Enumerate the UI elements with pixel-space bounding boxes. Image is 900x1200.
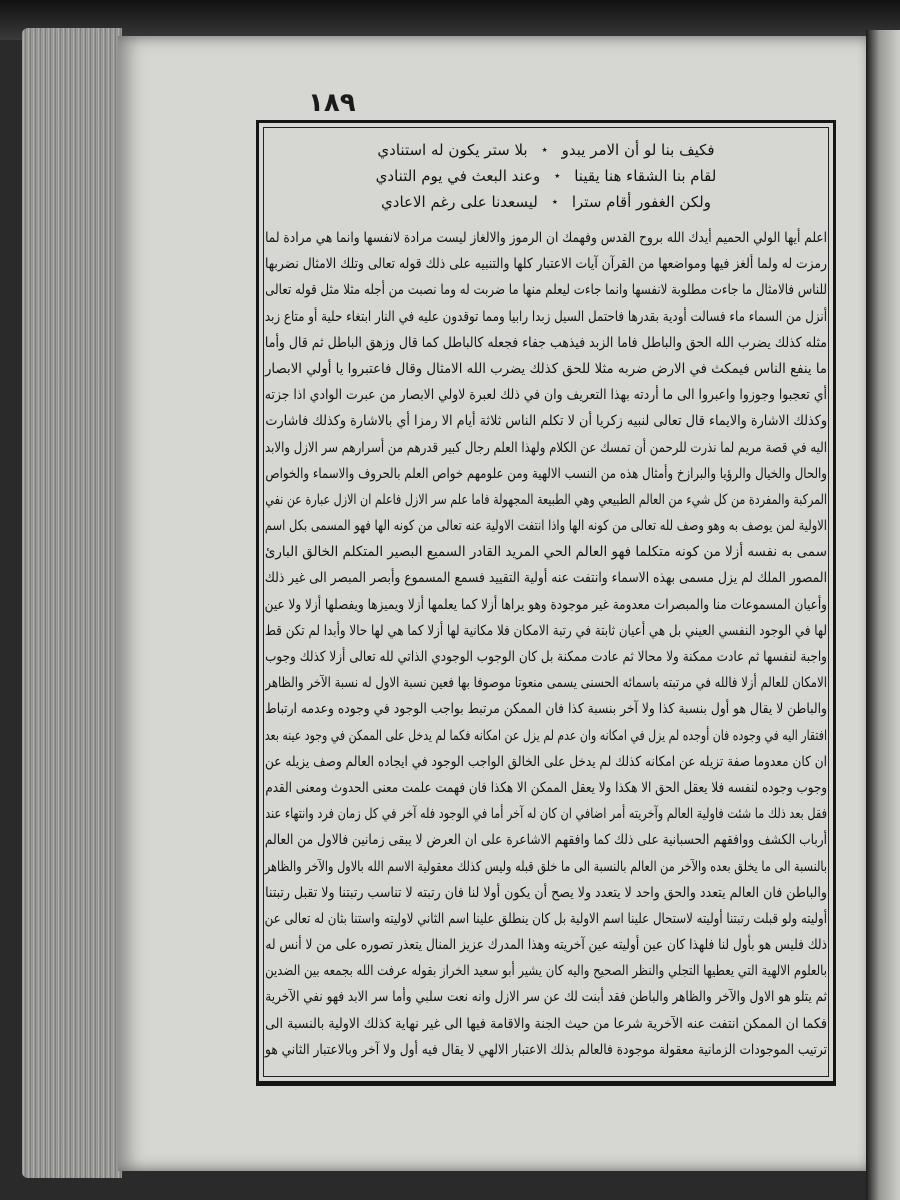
text-line: اعلم أيها الولي الحميم أيدك الله بروح القدس وفهمك ان الرموز والالغاز ليست مرادة لانفسها وانما هي مرادة لما xyxy=(265,230,827,246)
text-line: ان كان معدوما صفة تزيله عن امكانه كذلك لم يدخل على الخالق الواجب الوجود في ايجاده العالم وصف يزيله عن xyxy=(265,753,827,770)
prose-body xyxy=(265,225,827,1063)
text-line: والحال والخيال والرؤيا والبرازخ وأمثال هذه من النسب الالهية ومن علومهم خواص العلم بالحروف والاسماء والخواص xyxy=(265,465,827,482)
text-line: وجوب وجوده لنفسه فلا يعقل الحق الا هكذا ولا يعقل الممكن الا هكذا فان فهمت علمت معنى الحدوث ومعنى القدم xyxy=(265,779,827,796)
text-line: أنزل من السماء ماء فسالت أودية بقدرها فاحتمل السيل زبدا رابيا ومما توقدون عليه في النار ابتغاء حلية أو متاع زبد xyxy=(264,308,827,325)
text-line: فقل بعد ذلك ما شئت فاولية العالم وآخريته أمر اضافي ان كان له آخر أما في الوجود فله آخر في كل زمان فرد وانتهاء عند xyxy=(265,806,827,823)
text-line: ذلك فليس هو بأول لنا فلهذا كان عين أوليته عين آخريته وهذا المدرك عزيز المنال يتعذر تصوره على من لا أنس له xyxy=(265,937,827,954)
text-line: المصور الملك لم يزل مسمى بهذه الاسماء وانتفت عنه أولية التقييد فسمع المسموع وأبصر المبصر الى غير ذلك xyxy=(264,570,827,587)
verse-first-hemistich: لقام بنا الشقاء هنا يقينا xyxy=(574,167,717,185)
text-line: الامكان للعالم أزلا فالله في مرتبته باسمائه الحسنى يسمى منعوتا موصوفا بها فعين نسبة الاول له نسبة الآخر والظاهر xyxy=(265,675,827,692)
text-line: لها في الوجود النفسي العيني بل هي أعيان ثابتة في رتبة الامكان فلا مكانية لها أزلا كما هي لها حالا وأبدا لم تكن قط xyxy=(265,622,827,639)
text-line: أرباب الكشف ووافقهم الحسبانية على ذلك كما وافقهم الاشاعرة على ان العرض لا يبقى زمانين فالاول من العالم xyxy=(264,832,828,849)
text-line: رمزت له ولما ألغز فيها ومواضعها من القرآن آيات الاعتبار كلها والتنبيه على ذلك قوله تعالى وتلك الامثال نضربها xyxy=(264,256,828,273)
text-frame xyxy=(256,120,836,1086)
verse-second-hemistich: ليسعدنا على رغم الاعادي xyxy=(381,193,538,211)
text-line: وكذلك الاشارة والايماء قال تعالى لنبيه زكريا أن لا تكلم الناس ثلاثة أيام الا رمزا أي بالاشارة وكذلك فاشارت xyxy=(265,413,827,430)
poem-verse xyxy=(259,189,833,215)
text-line: مثله كذلك يضرب الله الحق والباطل فاما الزبد فيذهب جفاء فجعله كالباطل كما قال وزهق الباطل ثم قال وأما xyxy=(264,334,828,351)
page-number: ١٨٩ xyxy=(308,88,356,118)
text-line: بالنسبة الى ما يخلق بعده والآخر من العالم بالنسبة الى ما خلق قبله وليس كذلك معقولية الاسم الله بالاول والآخر والظاهر xyxy=(264,858,828,875)
poem-verse xyxy=(259,163,833,189)
text-line: أوليته ولو قبلت رتبتنا أوليته لاستحال علينا اسم الاولية بل كان ينطلق علينا اسم الثاني لاوليته واستنا بثان له تعالى عن xyxy=(264,910,828,927)
text-line: واجبة لنفسها ثم عادت ممكنة ولا محالا ثم عادت ممكنة بل كان الوجوب الوجودي الذاتي لله تعالى أزلا كذلك وجوب xyxy=(265,649,827,665)
text-line: سمى به نفسه أزلا من كونه متكلما فهو العالم الحي المريد القادر السميع البصير المتكلم الخالق البارئ xyxy=(264,544,827,561)
text-line: والباطن فان العالم يتعدد والحق واحد لا يتعدد ولا يصح أن يكون أولا لنا فان رتبته لا تناسب رتبتنا ولا تقبل رتبتنا xyxy=(265,884,827,901)
text-line: ما ينفع الناس فيمكث في الارض ضربه مثلا للحق كذلك يضرب الله الامثال وقال فاعتبروا يا أولي الابصار xyxy=(265,360,827,377)
text-line: أي تعجبوا وجوزوا واعبروا الى ما أردته بهذا التعريف وان في ذلك لعبرة لاولي الابصار من عبرت الوادي اذا جزته xyxy=(264,387,827,404)
poem-verse xyxy=(259,137,833,163)
text-line: فكما ان الممكن انتفت عنه الآخرية شرعا من حيث الجنة والاقامة فيها الى غير نهاية كذلك الاولية بالنسبة الى xyxy=(265,1015,828,1032)
book-page-edges xyxy=(22,28,122,1178)
verse-second-hemistich: بلا ستر يكون له استنادي xyxy=(377,141,528,159)
scan-top-shadow xyxy=(0,0,900,40)
verse-first-hemistich: فكيف بنا لو أن الامر يبدو xyxy=(561,141,715,159)
text-line: ترتيب الموجودات الزمانية معقولة موجودة فالعالم بذلك الاعتبار الالهي لا يقال فيه أول ولا آخر وبالاعتبار الثاني هو xyxy=(265,1041,827,1058)
text-line: للناس فالامثال ما جاءت مطلوبة لانفسها وانما جاءت ليعلم منها ما ضربت له وما نصبت من أجله مثلا مثل قوله تعالى xyxy=(265,282,827,299)
text-line: ثم يتلو هو الاول والآخر والظاهر والباطن فقد أبنت لك عن سر الازل وانه نعت سلبي وأما سر الابد فهو نفي الآخرية xyxy=(265,989,827,1006)
text-line: اليه في قصة مريم لما نذرت للرحمن أن تمسك عن الكلام ولهذا العلم رجال كبير قدرهم من أسرارهم سر الازل والابد xyxy=(264,439,827,456)
verse-separator-star: ٭ xyxy=(541,143,548,156)
text-line: والباطن لا يقال هو أول بنسبة كذا ولا آخر بنسبة كذا فان الممكن مرتبط بواجب الوجود في وجوده وعدمه ارتباط xyxy=(265,701,827,718)
verse-first-hemistich: ولكن الغفور أقام سترا xyxy=(571,193,711,211)
poem xyxy=(259,137,833,215)
text-line: وأعيان المسموعات منا والمبصرات معدومة غير موجودة وهو يراها أزلا كما يعلمها أزلا ويميزها ويفصلها أزلا ولا عين xyxy=(264,596,827,613)
verse-separator-star: ٭ xyxy=(551,195,558,208)
text-line: المركبة والمفردة من كل شيء من العالم الطبيعي وهي الطبيعة المجهولة فاما علم سر الازل فاعلم ان الازل عبارة عن نفي xyxy=(265,491,827,508)
text-line: بالعلوم الالهية التي يعطيها التجلي والنظر الصحيح واليه كان يشير أبو سعيد الخراز بقوله عرفت الله بجمعه بين الضدين xyxy=(265,963,828,980)
text-line: افتقار اليه في وجوده فان أوجده لم يزل في امكانه وان عدم لم يزل عن امكانه فكما لم يدخل على الممكن في وجود عينه بعد xyxy=(264,727,828,744)
text-line: الاولية لمن يوصف به وهو وصف لله تعالى من كونه الها واذا انتفت الاولية عنه تعالى من كونه الها فهو المسمى بكل اسم xyxy=(264,518,827,535)
verse-second-hemistich: وعند البعث في يوم التنادي xyxy=(375,167,541,185)
facing-page-edge xyxy=(866,30,900,1200)
verse-separator-star: ٭ xyxy=(554,169,561,182)
